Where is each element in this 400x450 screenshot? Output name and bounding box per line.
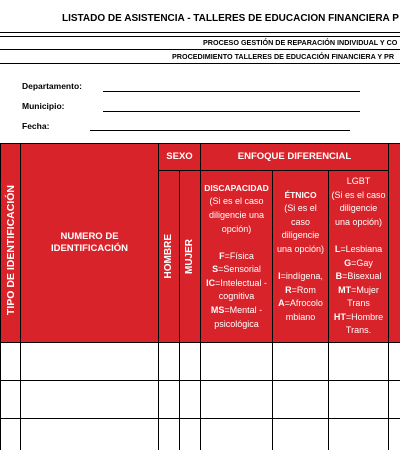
ethnic-option-continuation: mbiano: [285, 311, 316, 322]
disability-title: DISCAPACIDAD: [204, 182, 269, 193]
cell-id-type[interactable]: [0, 419, 21, 450]
option-code: MS: [210, 305, 225, 316]
disability-option-continuation: psicológica: [214, 318, 259, 329]
option-code: B: [335, 271, 343, 282]
ethnic-note-line: diligencie: [281, 230, 320, 241]
ethnic-option: [278, 270, 323, 284]
table-row: [0, 343, 400, 381]
cell-female[interactable]: [180, 343, 201, 381]
header-lgbt: [329, 171, 389, 343]
disability-note-line: opción): [221, 223, 252, 234]
header-female: [180, 171, 201, 343]
table-row: [0, 381, 400, 419]
divider: [0, 36, 400, 37]
sex-label: SEXO: [166, 151, 193, 162]
disability-note-line: (Si es el caso: [209, 196, 264, 207]
header-differential-approach: [201, 143, 389, 171]
cell-disability[interactable]: [201, 343, 273, 381]
ethnic-note-line: (Si es el: [284, 203, 317, 214]
male-label: HOMBRE: [163, 234, 174, 279]
disability-option: [219, 250, 254, 264]
id-number-label-line: IDENTIFICACIÓN: [50, 243, 129, 254]
lgbt-option: [335, 243, 382, 257]
disability-option: [211, 304, 262, 318]
cell-disability[interactable]: [201, 381, 273, 419]
header-disability: [201, 171, 273, 343]
divider: [0, 49, 400, 50]
option-text: =Mental -: [224, 305, 263, 316]
department-label: Departamento:: [22, 81, 82, 91]
cell-ethnic[interactable]: [273, 343, 329, 381]
divider: [0, 63, 400, 64]
option-code: I: [278, 271, 281, 282]
differential-approach-label: ENFOQUE DIFERENCIAL: [237, 151, 352, 162]
cell-id-type[interactable]: [0, 343, 21, 381]
option-text: =Bisexual: [342, 271, 382, 282]
date-field[interactable]: [90, 119, 350, 131]
cell-lgbt[interactable]: [329, 419, 389, 450]
cell-next-column[interactable]: [389, 419, 400, 450]
disability-option: [206, 277, 267, 291]
department-field[interactable]: [103, 80, 360, 92]
cell-male[interactable]: [159, 419, 180, 450]
option-code: MT: [338, 284, 352, 295]
option-code: S: [212, 264, 219, 275]
cell-ethnic[interactable]: [273, 381, 329, 419]
lgbt-option-continuation: Trans: [347, 298, 370, 309]
lgbt-option: [334, 311, 383, 325]
cell-male[interactable]: [159, 381, 180, 419]
cell-disability[interactable]: [201, 419, 273, 450]
ethnic-title: ÉTNICO: [284, 189, 317, 200]
lgbt-note-line: (Si es el caso: [331, 189, 386, 200]
female-label: MUJER: [184, 238, 195, 274]
header-male: [159, 171, 180, 343]
lgbt-note-line: diligencie: [339, 203, 378, 214]
option-code: G: [344, 257, 352, 268]
header-id-type: [0, 143, 21, 343]
option-code: F: [219, 250, 225, 261]
option-code: A: [278, 298, 285, 309]
option-text: =Rom: [291, 284, 316, 295]
header-sex: [159, 143, 201, 171]
lgbt-title: LGBT: [346, 175, 371, 186]
ethnic-note-line: una opción): [276, 243, 325, 254]
ethnic-note-line: caso: [290, 216, 310, 227]
option-text: =Mujer: [351, 284, 379, 295]
cell-id-number[interactable]: [21, 419, 159, 450]
cell-next-column[interactable]: [389, 381, 400, 419]
option-code: R: [285, 284, 292, 295]
option-text: =indígena,: [280, 271, 323, 282]
divider: [0, 32, 400, 33]
lgbt-option-continuation: Trans.: [345, 325, 372, 336]
document-title: LISTADO DE ASISTENCIA - TALLERES DE EDUCACIÓN FINANCIERA P: [62, 13, 399, 24]
procedure-name: PROCEDIMIENTO TALLERES DE EDUCACIÓN FINANCIERA Y PR: [172, 52, 395, 61]
disability-note-line: diligencie una: [208, 209, 265, 220]
cell-next-column[interactable]: [389, 343, 400, 381]
option-code: L: [334, 243, 341, 254]
id-number-label-line: NUMERO DE: [60, 231, 119, 242]
lgbt-option: [338, 284, 379, 298]
option-text: =Física: [224, 250, 254, 261]
option-text: =Afrocolo: [284, 298, 323, 309]
lgbt-note-line: una opción): [334, 216, 383, 227]
lgbt-option: [344, 257, 373, 271]
process-name: PROCESO GESTIÓN DE REPARACIÓN INDIVIDUAL Y CO: [203, 38, 398, 47]
municipality-label: Municipio:: [22, 101, 65, 111]
disability-option-continuation: cognitiva: [218, 291, 255, 302]
ethnic-option: [285, 284, 316, 298]
option-text: =Sensorial: [218, 264, 261, 275]
cell-lgbt[interactable]: [329, 381, 389, 419]
cell-lgbt[interactable]: [329, 343, 389, 381]
municipality-field[interactable]: [103, 100, 360, 112]
header-next-column: [389, 143, 400, 343]
cell-female[interactable]: [180, 381, 201, 419]
cell-id-type[interactable]: [0, 381, 21, 419]
cell-male[interactable]: [159, 343, 180, 381]
option-text: =Gay: [351, 257, 373, 268]
header-ethnic: [273, 171, 329, 343]
option-code: HT: [333, 311, 346, 322]
ethnic-option: [278, 297, 323, 311]
disability-option: [212, 263, 261, 277]
cell-female[interactable]: [180, 419, 201, 450]
date-label: Fecha:: [22, 121, 50, 131]
option-text: =Hombre: [345, 311, 384, 322]
cell-id-number[interactable]: [21, 343, 159, 381]
option-code: IC: [206, 277, 216, 288]
option-text: =Intelectual -: [215, 277, 267, 288]
table-row: [0, 419, 400, 450]
header-id-number: [21, 143, 159, 343]
option-text: =Lesbiana: [340, 243, 383, 254]
cell-id-number[interactable]: [21, 381, 159, 419]
lgbt-option: [336, 270, 382, 284]
cell-ethnic[interactable]: [273, 419, 329, 450]
id-type-label: TIPO DE IDENTIFICACIÓN: [4, 184, 17, 316]
